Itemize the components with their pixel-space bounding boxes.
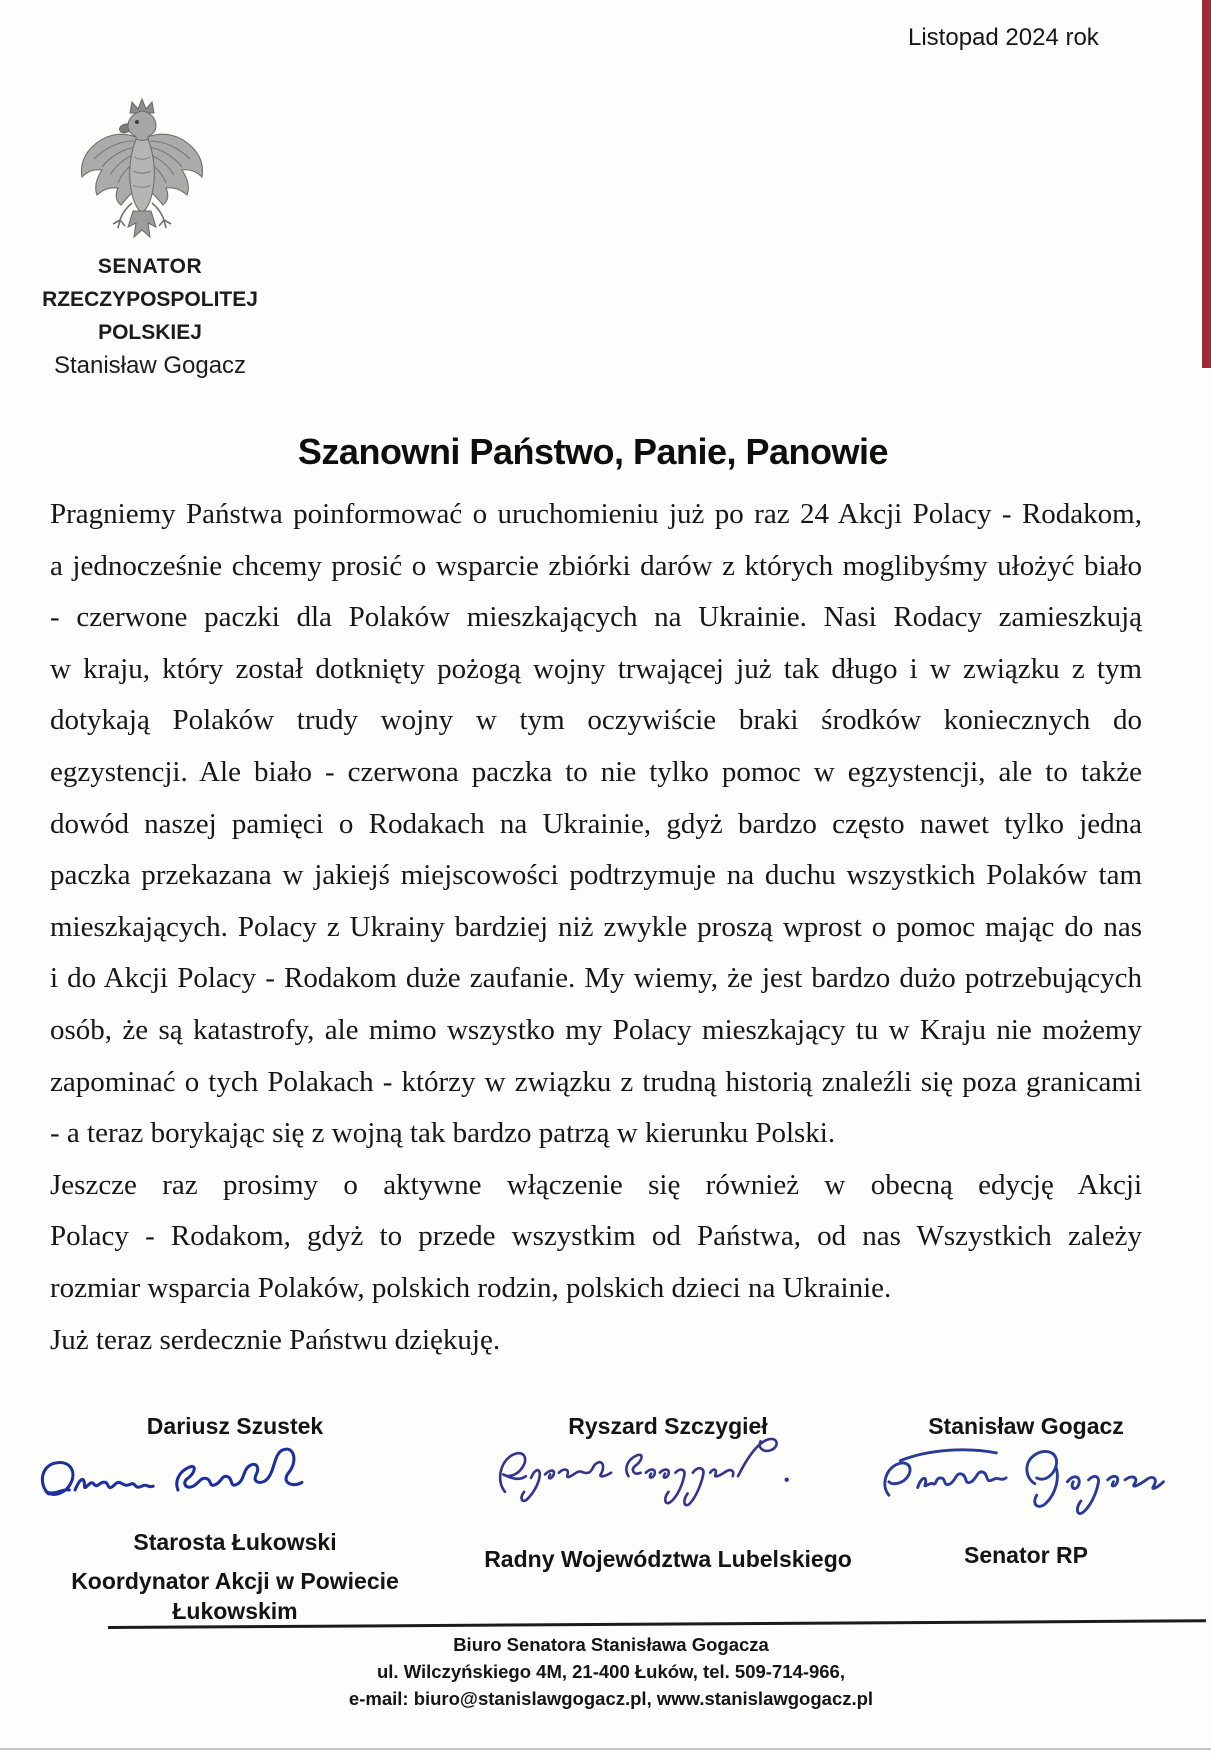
signatory-name: Stanisław Gogacz <box>928 1413 1124 1439</box>
body-line: a jednocześnie chcemy prosić o wsparcie zbiórki darów z których moglibyśmy ułożyć biało <box>50 549 1142 582</box>
letterhead-office: SENATOR <box>97 255 203 278</box>
signatory-title: Radny Województwa Lubelskiego <box>484 1546 852 1572</box>
body-line: Jeszcze raz prosimy o aktywne włączenie się również w obecną edycję Akcji <box>50 1168 1142 1201</box>
footer-address-phone: ul. Wilczyńskiego 4M, 21-400 Łuków, tel. 509-714-966, <box>376 1661 845 1682</box>
body-line: i do Akcji Polacy - Rodakom duże zaufanie. My wiemy, że jest bardzo dużo potrzebujących <box>50 962 1142 995</box>
handwritten-signature-icon <box>35 1434 340 1526</box>
body-line: dotykają Polaków trudy wojny w tym oczywiście braki środków koniecznych do <box>50 704 1142 737</box>
page-edge-red-stripe <box>1202 0 1211 368</box>
letterhead-republic: RZECZYPOSPOLITEJ POLSKIEJ <box>42 288 258 344</box>
signature-block-ryszard-szczygiel <box>460 1411 876 1572</box>
body-line: zapominać o tych Polakach - którzy w związku z trudną historią znaleźli się poza granicami <box>50 1065 1142 1098</box>
body-line: mieszkających. Polacy z Ukrainy bardziej niż zwykle proszą wprost o pomoc mając do nas <box>50 910 1142 943</box>
body-line: - czerwone paczki dla Polaków mieszkających na Ukrainie. Nasi Rodacy zamieszkują <box>50 601 1142 634</box>
letter-date: Listopad 2024 rok <box>908 24 1099 51</box>
body-line: paczka przekazana w jakiejś miejscowości podtrzymuje na duchu wszystkich Polaków tam <box>50 859 1142 892</box>
letterhead <box>0 250 300 382</box>
signatory-title: Starosta Łukowski <box>133 1529 337 1555</box>
letterhead-sender-name: Stanisław Gogacz <box>53 352 247 379</box>
body-line: - a teraz borykając się z wojną tak bardzo patrzą w kierunku Polski. <box>50 1117 836 1150</box>
coat-of-arms-eagle-icon <box>78 96 206 250</box>
handwritten-signature-icon <box>867 1428 1193 1524</box>
signature-block-stanislaw-gogacz <box>848 1411 1204 1568</box>
footer-email-website: e-mail: biuro@stanislawgogacz.pl, www.stanislawgogacz.pl <box>348 1688 874 1709</box>
footer-office-name: Biuro Senatora Stanisława Gogacza <box>453 1634 769 1655</box>
body-line: w kraju, który został dotknięty pożogą wojny trwającej już tak długo i w związku z tym <box>50 652 1142 685</box>
body-line: Pragniemy Państwa poinformować o uruchomieniu już po raz 24 Akcji Polacy - Rodakom, <box>50 498 1142 530</box>
body-line: dowód naszej pamięci o Rodakach na Ukrainie, gdyż bardzo często nawet tylko jedna <box>50 807 1142 840</box>
signatory-title: Koordynator Akcji w Powiecie Łukowskim <box>71 1568 399 1624</box>
signatory-title: Senator RP <box>964 1542 1088 1568</box>
footer-contact-block <box>11 1631 1211 1712</box>
body-line: rozmiar wsparcia Polaków, polskich rodzin, polskich dzieci na Ukrainie. <box>50 1271 892 1304</box>
letter-body <box>50 489 1142 1366</box>
handwritten-signature-icon <box>460 1424 823 1524</box>
body-line: Już teraz serdecznie Państwu dziękuję. <box>50 1323 501 1356</box>
body-line: osób, że są katastrofy, ale mimo wszystko my Polacy mieszkający tu w Kraju nie możemy <box>50 1013 1142 1046</box>
signatory-name: Dariusz Szustek <box>146 1413 324 1439</box>
scan-edge-artifact <box>0 1748 1211 1750</box>
signature-block-dariusz-szustek <box>15 1411 455 1624</box>
signatory-name: Ryszard Szczygieł <box>568 1413 768 1439</box>
body-line: Polacy - Rodakom, gdyż to przede wszystkim od Państwa, od nas Wszystkich zależy <box>50 1220 1142 1253</box>
body-line: egzystencji. Ale biało - czerwona paczka to nie tylko pomoc w egzystencji, ale to także <box>50 755 1142 788</box>
letter-salutation-title: Szanowni Państwo, Panie, Panowie <box>297 431 889 472</box>
